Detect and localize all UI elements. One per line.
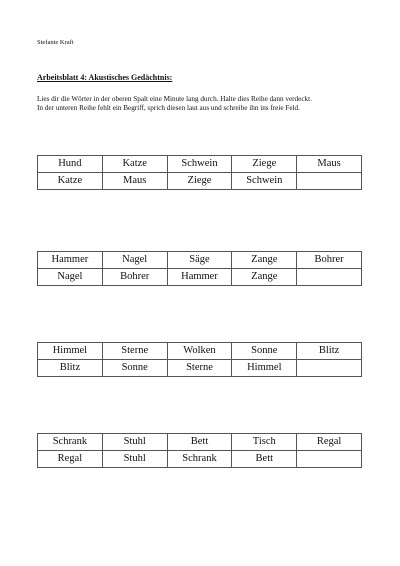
word-table-3 (37, 342, 362, 377)
word-cell: Himmel (232, 360, 297, 377)
instruction-line-1: Lies dir die Wörter in der oberen Spalt eine Minute lang durch. Halte dies Reihe dann verdeckt. (37, 95, 312, 103)
word-row-top (38, 343, 362, 360)
word-cell: Regal (297, 434, 362, 451)
word-cell: Schwein (167, 156, 232, 173)
answer-cell (297, 451, 362, 468)
word-cell: Stuhl (102, 434, 167, 451)
word-cell: Katze (102, 156, 167, 173)
answer-cell (297, 173, 362, 190)
word-cell: Blitz (38, 360, 103, 377)
word-row-bottom (38, 269, 362, 286)
word-cell: Regal (38, 451, 103, 468)
answer-cell (297, 269, 362, 286)
word-cell: Bett (232, 451, 297, 468)
word-cell: Säge (167, 252, 232, 269)
answer-cell (297, 360, 362, 377)
word-table-1 (37, 155, 362, 190)
word-cell: Nagel (38, 269, 103, 286)
word-cell: Bohrer (102, 269, 167, 286)
word-cell: Maus (102, 173, 167, 190)
word-cell: Ziege (232, 156, 297, 173)
word-cell: Ziege (167, 173, 232, 190)
word-cell: Bohrer (297, 252, 362, 269)
word-cell: Tisch (232, 434, 297, 451)
word-cell: Himmel (38, 343, 103, 360)
word-cell: Sterne (102, 343, 167, 360)
word-cell: Hund (38, 156, 103, 173)
word-cell: Zange (232, 269, 297, 286)
worksheet-title: Arbeitsblatt 4: Akustisches Gedächtnis: (37, 73, 173, 82)
word-row-top (38, 252, 362, 269)
word-cell: Zange (232, 252, 297, 269)
word-cell: Nagel (102, 252, 167, 269)
word-cell: Schrank (38, 434, 103, 451)
word-table-2 (37, 251, 362, 286)
instructions (37, 95, 367, 113)
word-cell: Maus (297, 156, 362, 173)
word-cell: Sonne (232, 343, 297, 360)
instruction-line-2: In der unteren Reihe fehlt ein Begriff, sprich diesen laut aus und schreibe ihn ins freie Feld. (37, 104, 300, 112)
word-cell: Schrank (167, 451, 232, 468)
word-cell: Blitz (297, 343, 362, 360)
word-row-bottom (38, 360, 362, 377)
word-cell: Stuhl (102, 451, 167, 468)
word-cell: Hammer (167, 269, 232, 286)
word-row-bottom (38, 173, 362, 190)
word-row-bottom (38, 451, 362, 468)
word-cell: Hammer (38, 252, 103, 269)
word-cell: Wolken (167, 343, 232, 360)
author-name: Stefanie Kraft (37, 39, 74, 46)
word-cell: Sterne (167, 360, 232, 377)
word-cell: Sonne (102, 360, 167, 377)
word-row-top (38, 434, 362, 451)
word-cell: Katze (38, 173, 103, 190)
word-row-top (38, 156, 362, 173)
word-cell: Schwein (232, 173, 297, 190)
word-table-4 (37, 433, 362, 468)
word-cell: Bett (167, 434, 232, 451)
